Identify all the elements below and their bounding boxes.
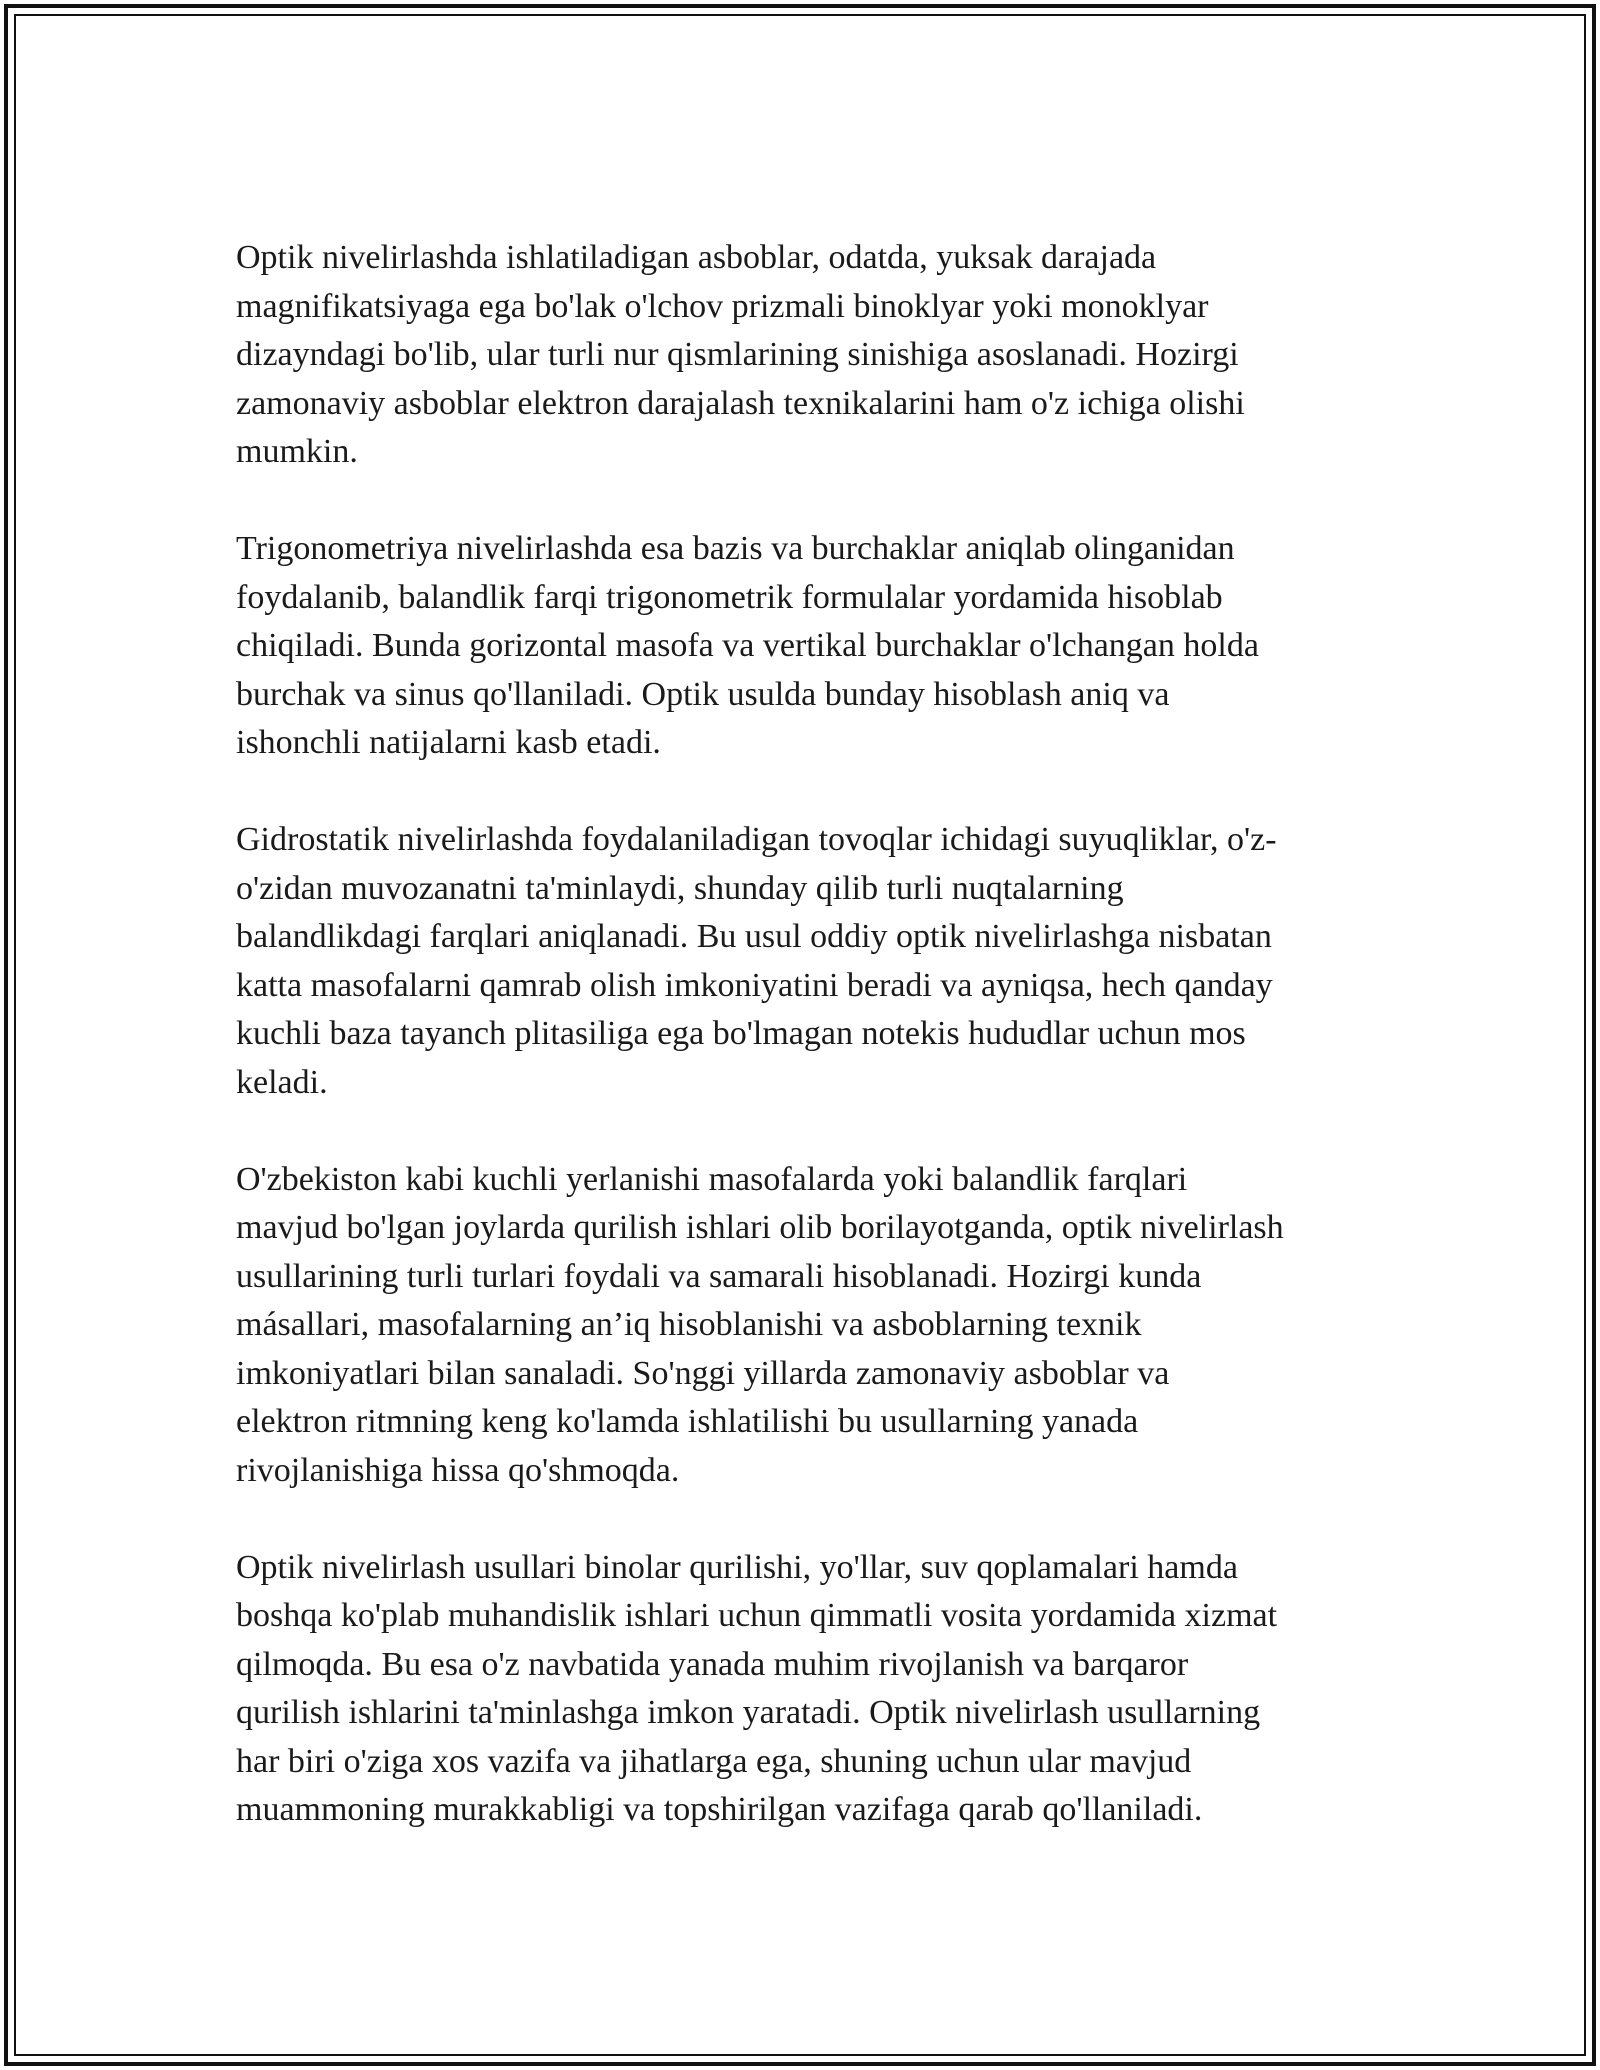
line: másallari, masofalarning an’iq hisoblanishi va asboblarning texnik: [236, 1306, 1142, 1343]
line: magnifikatsiyaga ega bo'lak o'lchov prizmali binoklyar yoki monoklyar: [236, 287, 1209, 325]
line: har biri o'ziga xos vazifa va jihatlarga ega, shuning uchun ular mavjud: [236, 1742, 1192, 1780]
line: foydalanib, balandlik farqi trigonometrik formulalar yordamida hisoblab: [236, 578, 1223, 616]
line: muammoning murakkabligi va topshirilgan vazifaga qarab qo'llaniladi.: [236, 1791, 1203, 1828]
line: zamonaviy asboblar elektron darajalash texnikalarini ham o'z ichiga olishi: [236, 384, 1245, 422]
paragraph-2: [236, 525, 1386, 768]
line: imkoniyatlari bilan sanaladi. So'nggi yillarda zamonaviy asboblar va: [236, 1354, 1170, 1392]
line: usullarining turli turlari foydali va samarali hisoblanadi. Hozirgi kunda: [236, 1257, 1202, 1295]
line: kuchli baza tayanch plitasiliga ega bo'lmagan notekis hududlar uchun mos: [236, 1015, 1246, 1052]
line: katta masofalarni qamrab olish imkoniyatini beradi va ayniqsa, hech qanday: [236, 966, 1273, 1004]
paragraph-1: [236, 234, 1386, 477]
line: mavjud bo'lgan joylarda qurilish ishlari olib borilayotganda, optik nivelirlash: [236, 1209, 1284, 1246]
document-body: [236, 234, 1386, 1835]
line: qurilish ishlarini ta'minlashga imkon yaratadi. Optik nivelirlash usullarning: [236, 1694, 1261, 1731]
line: o'zidan muvozanatni ta'minlaydi, shunday qilib turli nuqtalarning: [236, 869, 1124, 907]
line: keladi.: [236, 1063, 328, 1101]
line: Trigonometriya nivelirlashda esa bazis va burchaklar aniqlab olinganidan: [236, 530, 1235, 567]
paragraph-4: [236, 1156, 1386, 1496]
line: mumkin.: [236, 433, 358, 470]
line: chiqiladi. Bunda gorizontal masofa va vertikal burchaklar o'lchangan holda: [236, 627, 1259, 664]
line: rivojlanishiga hissa qo'shmoqda.: [236, 1451, 680, 1489]
paragraph-3: [236, 816, 1386, 1107]
line: Optik nivelirlashda ishlatiladigan asboblar, odatda, yuksak darajada: [236, 239, 1157, 276]
line: burchak va sinus qo'llaniladi. Optik usulda bunday hisoblash aniq va: [236, 675, 1170, 713]
line: Gidrostatik nivelirlashda foydalaniladigan tovoqlar ichidagi suyuqliklar, o'z-: [236, 821, 1277, 858]
line: boshqa ko'plab muhandislik ishlari uchun qimmatli vosita yordamida xizmat: [236, 1597, 1278, 1634]
line: O'zbekiston kabi kuchli yerlanishi masofalarda yoki balandlik farqlari: [236, 1160, 1188, 1198]
paragraph-5: [236, 1544, 1386, 1835]
line: dizayndagi bo'lib, ular turli nur qismlarining sinishiga asoslanadi. Hozirgi: [236, 336, 1239, 373]
line: ishonchli natijalarni kasb etadi.: [236, 724, 661, 761]
line: Optik nivelirlash usullari binolar qurilishi, yo'llar, suv qoplamalari hamda: [236, 1548, 1238, 1586]
line: qilmoqda. Bu esa o'z navbatida yanada muhim rivojlanish va barqaror: [236, 1645, 1189, 1683]
line: elektron ritmning keng ko'lamda ishlatilishi bu usullarning yanada: [236, 1403, 1139, 1440]
line: balandlikdagi farqlari aniqlanadi. Bu usul oddiy optik nivelirlashga nisbatan: [236, 918, 1272, 955]
